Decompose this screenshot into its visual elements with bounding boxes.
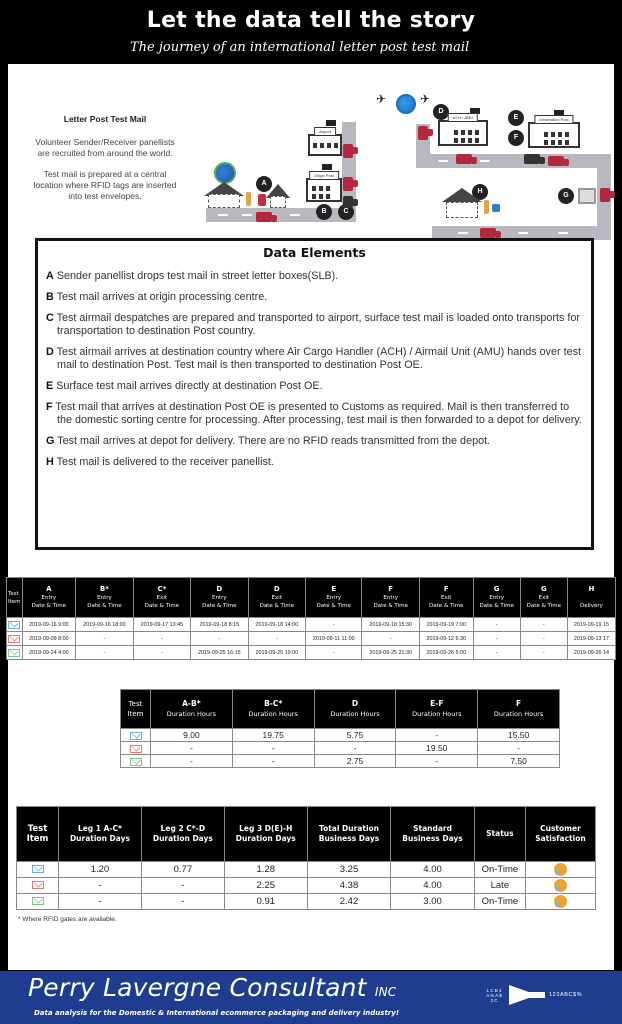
street-letter-box-icon xyxy=(258,194,266,206)
column-header xyxy=(248,578,305,618)
column-header xyxy=(314,690,396,729)
column-header xyxy=(525,807,595,862)
mail-truck-icon xyxy=(256,212,272,222)
table-cell: Late xyxy=(474,878,525,894)
table-cell: - xyxy=(520,632,567,646)
column-header xyxy=(306,578,362,618)
timestamps-table xyxy=(6,577,616,660)
table-cell: 19.50 xyxy=(396,742,478,755)
marker-f: F xyxy=(508,130,524,146)
table-cell: - xyxy=(133,632,190,646)
table-cell: - xyxy=(520,618,567,632)
column-point: A xyxy=(46,585,52,593)
table-cell: 2019-09-12 6:30 xyxy=(419,632,473,646)
column-header xyxy=(191,578,248,618)
table-cell: - xyxy=(191,632,248,646)
column-point: G xyxy=(540,585,547,593)
column-sub: Duration Hours xyxy=(412,710,462,718)
column-header xyxy=(362,578,419,618)
airplane-icon: ✈ xyxy=(420,92,431,106)
column-type: Entry xyxy=(97,595,112,601)
column-point: D xyxy=(216,585,223,593)
table-cell: 3.25 xyxy=(307,862,391,878)
table-cell: 2019-09-09 8:00 xyxy=(22,632,76,646)
table-cell: 2019-09-24 4:00 xyxy=(22,646,76,660)
intro-paragraph: Test mail is prepared at a central location where RFID tags are inserted into test envelopes. xyxy=(33,169,177,201)
table-cell: - xyxy=(151,742,233,755)
data-element-item: B Test mail arrives at origin processing centre. xyxy=(46,291,268,303)
table-cell: 0.77 xyxy=(141,862,224,878)
origin-post-building: Origin Post xyxy=(306,178,342,202)
column-header-test-item: Test Item xyxy=(7,578,23,618)
envelope-icon xyxy=(32,865,44,873)
table-cell: 4.00 xyxy=(391,878,475,894)
table-cell: 7.50 xyxy=(478,755,560,768)
table-cell: 2019-09-19 7:00 xyxy=(419,618,473,632)
mail-truck-icon xyxy=(343,144,353,158)
column-label: Leg 3 D(E)-H xyxy=(239,824,293,833)
data-element-item: C Test airmail despatches are prepared and transported to airport, surface test mail is loaded onto transports for transportation to destination Post country. xyxy=(46,312,580,337)
envelope-icon xyxy=(130,758,142,766)
column-sub: Duration Hours xyxy=(248,710,298,718)
table-cell: - xyxy=(396,755,478,768)
column-point: E xyxy=(331,585,337,593)
column-header xyxy=(419,578,473,618)
airplane-icon: ✈ xyxy=(376,92,387,106)
road xyxy=(206,208,356,222)
receiver-panellist-icon xyxy=(484,200,489,214)
smiley-icon xyxy=(554,895,567,908)
duration-days-table xyxy=(16,806,596,910)
table-cell: 1.20 xyxy=(59,862,142,878)
mail-truck-icon xyxy=(343,177,353,191)
table-cell: - xyxy=(59,894,142,910)
column-header xyxy=(391,807,475,862)
table-row xyxy=(17,878,596,894)
column-type: Exit xyxy=(156,595,168,601)
table-cell: - xyxy=(362,632,419,646)
page-header xyxy=(0,0,622,64)
table-row xyxy=(7,632,616,646)
column-type: Exit xyxy=(538,595,550,601)
funnel-icon xyxy=(509,985,545,1005)
table-cell: 19.75 xyxy=(232,729,314,742)
marker-b: B xyxy=(316,204,332,220)
table-cell: - xyxy=(306,646,362,660)
globe-icon xyxy=(396,94,416,114)
table-cell: - xyxy=(133,646,190,660)
page-title: Let the data tell the story xyxy=(146,8,476,33)
column-type: Entry xyxy=(41,595,57,601)
column-type: Entry xyxy=(383,595,398,601)
mail-truck-icon xyxy=(418,126,428,140)
column-header xyxy=(133,578,190,618)
data-element-item: E Surface test mail arrives directly at destination Post OE. xyxy=(46,380,323,392)
ach-amu-building: ACH / AMU xyxy=(438,120,488,146)
table-cell: 4.00 xyxy=(391,862,475,878)
marker-e: E xyxy=(508,110,524,126)
footer-banner xyxy=(0,971,622,1024)
column-type: Exit xyxy=(271,595,282,601)
column-sub: Date & Time xyxy=(316,603,351,609)
test-item-cell xyxy=(121,755,151,768)
table-cell: 2019-09-16 18:00 xyxy=(76,618,133,632)
table-cell: 2.75 xyxy=(314,755,396,768)
column-header xyxy=(59,807,142,862)
column-sub: Date & Time xyxy=(31,603,67,609)
column-header xyxy=(474,807,525,862)
column-header xyxy=(232,690,314,729)
logo-scattered-chars: 1 C B 4 A % A $ 2 C xyxy=(486,988,502,1003)
satisfaction-cell xyxy=(525,878,595,894)
column-header-test-item: Test Item xyxy=(17,807,59,862)
table-cell: 2019-09-26 14 xyxy=(567,646,615,660)
table-cell: - xyxy=(520,646,567,660)
column-header-test-item: Test Item xyxy=(121,690,151,729)
globe-icon xyxy=(214,162,236,184)
column-point: H xyxy=(588,585,595,593)
table-header-row xyxy=(7,578,616,618)
table-cell: - xyxy=(473,646,520,660)
table-cell: - xyxy=(59,878,142,894)
table-cell: 2.42 xyxy=(307,894,391,910)
table-header-row xyxy=(17,807,596,862)
neutral-face-icon xyxy=(554,879,567,892)
table-row xyxy=(17,894,596,910)
table-cell: - xyxy=(396,729,478,742)
column-header xyxy=(307,807,391,862)
column-sub: Date & Time xyxy=(202,603,237,609)
sender-panellist-icon xyxy=(246,192,251,206)
table-cell: 2019-09-18 15:30 xyxy=(362,618,419,632)
table-cell: 0.91 xyxy=(224,894,307,910)
mail-truck-icon xyxy=(600,188,610,202)
table-cell: 2019-09-26 5:00 xyxy=(419,646,473,660)
mail-truck-icon xyxy=(456,154,472,164)
column-header xyxy=(22,578,76,618)
column-point: G xyxy=(493,585,500,593)
depot-icon xyxy=(578,188,596,204)
column-header xyxy=(151,690,233,729)
infographic-panel xyxy=(8,64,614,970)
table-cell: 2019-09-25 21:30 xyxy=(362,646,419,660)
test-item-cell xyxy=(17,894,59,910)
table-cell: - xyxy=(473,618,520,632)
column-type: Entry xyxy=(489,595,504,601)
envelope-icon xyxy=(8,635,20,643)
column-header xyxy=(520,578,567,618)
table-row xyxy=(121,742,560,755)
column-header xyxy=(224,807,307,862)
marker-g: G xyxy=(558,188,574,204)
test-item-cell xyxy=(121,729,151,742)
test-item-cell xyxy=(7,632,23,646)
marker-d: D xyxy=(433,104,449,120)
table-cell: - xyxy=(232,742,314,755)
column-header xyxy=(567,578,615,618)
table-cell: - xyxy=(306,618,362,632)
column-point: C* xyxy=(157,585,167,593)
column-type: Exit xyxy=(441,595,452,601)
envelope-icon xyxy=(130,732,142,740)
envelope-icon xyxy=(8,621,20,629)
table-row xyxy=(7,646,616,660)
logo-output-text: 123ABC$% xyxy=(549,992,583,998)
table-cell: - xyxy=(76,632,133,646)
mail-truck-icon xyxy=(480,228,496,238)
satisfaction-cell xyxy=(525,894,595,910)
table-row xyxy=(7,618,616,632)
table-cell: 3.00 xyxy=(391,894,475,910)
column-point: B* xyxy=(99,585,109,593)
envelope-icon xyxy=(32,881,44,889)
test-item-cell xyxy=(17,878,59,894)
destination-post-building: Destination Post xyxy=(528,122,580,148)
column-label: F xyxy=(516,699,522,708)
page-subtitle: The journey of an international letter post test mail xyxy=(130,40,470,55)
house-roof xyxy=(442,188,482,202)
column-sub: Date & Time xyxy=(144,603,180,609)
column-sub: Business Days xyxy=(402,834,463,843)
mail-truck-icon xyxy=(548,156,564,166)
table-cell: 2019-09-16 9:00 xyxy=(22,618,76,632)
satisfaction-cell xyxy=(525,862,595,878)
surface-truck-icon xyxy=(343,196,353,208)
table-cell: - xyxy=(248,632,305,646)
mailbox-icon xyxy=(492,204,500,212)
table-cell: - xyxy=(76,646,133,660)
data-element-item: A Sender panellist drops test mail in street letter boxes(SLB). xyxy=(46,270,339,282)
column-point: F xyxy=(443,585,449,593)
table-cell: 2019-09-19 15 xyxy=(567,618,615,632)
column-sub: Date & Time xyxy=(373,603,408,609)
column-sub: Duration Hours xyxy=(166,710,217,718)
column-sub: Duration Days xyxy=(152,834,213,843)
column-point: F xyxy=(388,585,394,593)
envelope-icon xyxy=(32,897,44,905)
table-cell: - xyxy=(314,742,396,755)
surface-truck-icon xyxy=(524,154,540,164)
duration-hours-table xyxy=(120,689,560,768)
house-icon xyxy=(208,194,240,208)
data-elements-box xyxy=(35,238,594,550)
column-sub: Delivery xyxy=(580,603,603,609)
table-cell: - xyxy=(141,878,224,894)
marker-a: A xyxy=(256,176,272,192)
house-icon xyxy=(446,202,478,218)
table-cell: On-Time xyxy=(474,894,525,910)
table-cell: - xyxy=(473,632,520,646)
table-cell: 9.00 xyxy=(151,729,233,742)
column-sub: Date & Time xyxy=(87,603,122,609)
test-item-cell xyxy=(17,862,59,878)
table-cell: On-Time xyxy=(474,862,525,878)
intro-paragraph: Volunteer Sender/Receiver panellists are recruited from around the world. xyxy=(35,137,175,158)
column-header xyxy=(478,690,560,729)
column-label: Total Duration xyxy=(318,824,380,833)
flag-icon xyxy=(322,164,332,170)
marker-h: H xyxy=(472,184,488,200)
column-type: Entry xyxy=(326,595,342,601)
column-sub: Date & Time xyxy=(526,603,562,609)
column-sub: Duration Days xyxy=(69,834,130,843)
data-element-item: F Test mail that arrives at destination Post OE is presented to Customs as required. Mail is then transferred to the domestic sorting centre for processing. After processing, test mail is then forwarded to a depot for delivery. xyxy=(46,401,582,426)
column-label: D xyxy=(351,699,359,708)
table-cell: 1.28 xyxy=(224,862,307,878)
marker-c: C xyxy=(338,204,354,220)
brand-name: Perry Lavergne Consultant INC xyxy=(28,973,397,1002)
data-element-item: D Test airmail arrives at destination country where Air Cargo Handler (ACH) / Airmail Unit (AMU) hands over test mail to destination Post. Test mail is then transported to destination Post OE. xyxy=(46,346,582,371)
column-label: Standard xyxy=(413,824,452,833)
intro-text xyxy=(30,114,180,212)
data-element-item: H Test mail is delivered to the receiver panellist. xyxy=(46,456,274,468)
column-sub: Duration Hours xyxy=(493,710,544,718)
column-sub: Business Days xyxy=(318,834,380,843)
table-cell: 2019-09-18 8:15 xyxy=(191,618,248,632)
column-sub: Duration Hours xyxy=(330,710,380,718)
table-cell: 2019-09-25 19:00 xyxy=(248,646,305,660)
column-sub: Date & Time xyxy=(259,603,294,609)
envelope-icon xyxy=(8,649,20,657)
footnote: * Where RFID gates are available. xyxy=(18,916,117,923)
table-cell: 2.25 xyxy=(224,878,307,894)
envelope-icon xyxy=(130,745,142,753)
table-cell: 4.38 xyxy=(307,878,391,894)
column-point: D xyxy=(273,585,280,593)
smiley-icon xyxy=(554,863,567,876)
table-row xyxy=(121,755,560,768)
table-cell: 5.75 xyxy=(314,729,396,742)
house-icon xyxy=(270,196,286,208)
column-label: Leg 1 A-C* xyxy=(77,824,122,833)
column-label: Status xyxy=(486,829,514,838)
data-element-item: G Test mail arrives at depot for delivery. There are no RFID reads transmitted from the depot. xyxy=(46,435,491,447)
column-header xyxy=(473,578,520,618)
column-label: Leg 2 C*-D xyxy=(160,824,206,833)
table-header-row xyxy=(121,690,560,729)
tagline: Data analysis for the Domestic & International ecommerce packaging and delivery industry! xyxy=(34,1009,400,1017)
mail-journey-illustration xyxy=(198,84,618,254)
column-sub: Date & Time xyxy=(479,603,514,609)
column-sub: Satisfaction xyxy=(535,834,586,843)
table-cell: - xyxy=(141,894,224,910)
flag-icon xyxy=(326,120,336,126)
table-cell: 15.50 xyxy=(478,729,560,742)
table-cell: 2019-09-13 17 xyxy=(567,632,615,646)
column-header xyxy=(396,690,478,729)
table-cell: - xyxy=(151,755,233,768)
column-sub: Duration Days xyxy=(235,834,296,843)
test-item-cell xyxy=(7,646,23,660)
table-row xyxy=(17,862,596,878)
table-cell: 2019-09-18 14:00 xyxy=(248,618,305,632)
data-elements-title: Data Elements xyxy=(263,245,366,260)
intro-title: Letter Post Test Mail xyxy=(63,114,147,124)
column-sub: Date & Time xyxy=(429,603,464,609)
column-label: E-F xyxy=(430,699,444,708)
table-row xyxy=(121,729,560,742)
airport-building: Airport xyxy=(308,134,342,156)
column-label: B-C* xyxy=(264,699,283,708)
table-cell: - xyxy=(478,742,560,755)
column-header xyxy=(141,807,224,862)
column-label: Customer xyxy=(540,824,581,833)
column-header xyxy=(76,578,133,618)
test-item-cell xyxy=(7,618,23,632)
table-cell: 2019-09-17 13:45 xyxy=(133,618,190,632)
table-cell: - xyxy=(232,755,314,768)
test-item-cell xyxy=(121,742,151,755)
column-label: A-B* xyxy=(182,699,201,708)
column-type: Entry xyxy=(212,595,227,601)
table-cell: 2019-09-11 11:00 xyxy=(306,632,362,646)
table-cell: 2019-09-25 16:15 xyxy=(191,646,248,660)
